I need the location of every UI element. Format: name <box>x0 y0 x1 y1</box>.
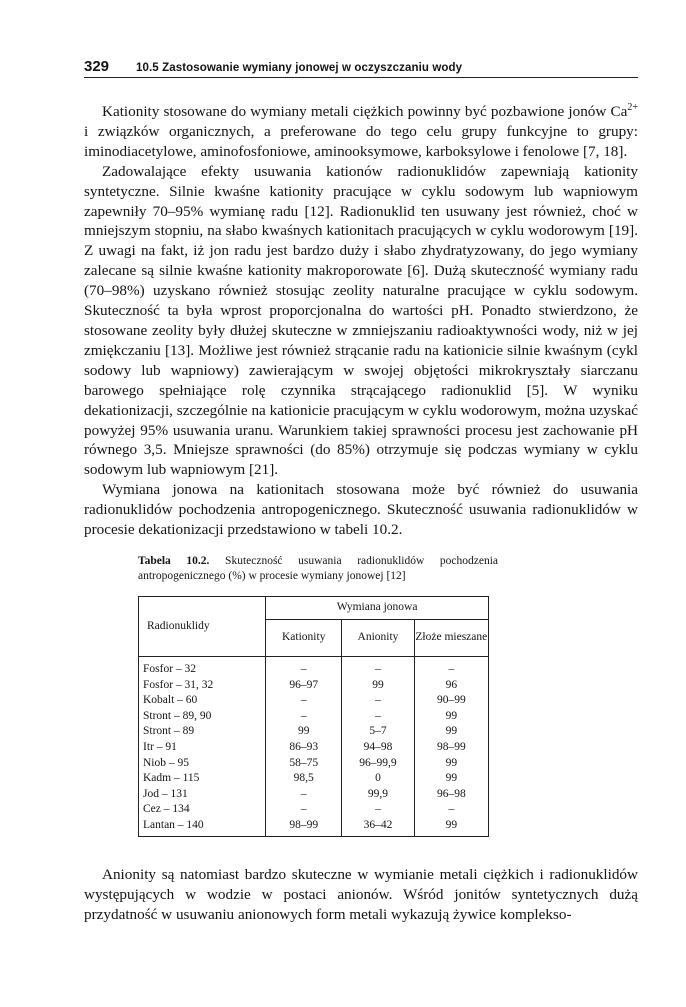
cell-radionuclide: Stront – 89 <box>139 724 266 740</box>
table-row <box>139 740 489 756</box>
running-header <box>84 58 638 78</box>
superscript-charge: 2+ <box>627 101 638 113</box>
table-row <box>139 693 489 709</box>
table-row <box>139 787 489 803</box>
cell-radionuclide: Kobalt – 60 <box>139 693 266 709</box>
table-caption <box>138 554 498 584</box>
cell-cation: – <box>266 802 342 818</box>
cell-anion: 36–42 <box>342 818 414 837</box>
header-cation-exchangers: Kationity <box>266 619 342 656</box>
cell-cation: 86–93 <box>266 740 342 756</box>
cell-cation: 98–99 <box>266 818 342 837</box>
cell-anion: 0 <box>342 771 414 787</box>
cell-cation: 99 <box>266 724 342 740</box>
cell-mixed: 96–98 <box>414 787 488 803</box>
cell-mixed: 90–99 <box>414 693 488 709</box>
header-anion-exchangers: Anionity <box>342 619 414 656</box>
header-mixed-bed: Złoże mieszane <box>414 619 488 656</box>
table-row <box>139 771 489 787</box>
cell-mixed: 96 <box>414 678 488 694</box>
cell-mixed: 99 <box>414 756 488 772</box>
table-caption-text: Skuteczność usuwania radionuklidów pochodzenia antropogenicznego (%) w procesie wymiany jonowej [12] <box>138 554 499 582</box>
cell-mixed: 99 <box>414 771 488 787</box>
cell-radionuclide: Jod – 131 <box>139 787 266 803</box>
cell-mixed: 99 <box>414 818 488 837</box>
table-row <box>139 709 489 725</box>
table-row <box>139 678 489 694</box>
cell-anion: 94–98 <box>342 740 414 756</box>
cell-mixed: 99 <box>414 724 488 740</box>
paragraph-text: Kationity stosowane do wymiany metali ciężkich powinny być pozbawione jonów Ca <box>102 103 628 120</box>
table-row <box>139 802 489 818</box>
cell-anion: – <box>342 709 414 725</box>
cell-mixed: 99 <box>414 709 488 725</box>
cell-radionuclide: Lantan – 140 <box>139 818 266 837</box>
cell-radionuclide: Cez – 134 <box>139 802 266 818</box>
table-row <box>139 756 489 772</box>
cell-anion: 5–7 <box>342 724 414 740</box>
table-row <box>139 656 489 677</box>
radionuclide-table <box>138 596 489 838</box>
cell-cation: 96–97 <box>266 678 342 694</box>
cell-anion: 96–99,9 <box>342 756 414 772</box>
paragraph-text: i związków organicznych, a preferowane do tego celu grupy funkcyjne to grupy: iminodiacetylowe, aminofosfoniowe, aminooksymowe, karboksylowe i fenolowe [7, 18]. <box>84 122 638 160</box>
cell-anion: – <box>342 693 414 709</box>
paragraph-anthropogenic: Wymiana jonowa na kationitach stosowana może być również do usuwania radionuklidów pochodzenia antropogenicznego. Skuteczność usuwania radionuklidów w procesie dekationizacji przedstawiono w tabeli 10.2. <box>84 481 638 539</box>
paragraph-radionuclides: Zadowalające efekty usuwania kationów radionuklidów zapewniają kationity syntetyczne. Silnie kwaśne kationity pracujące w cyklu sodowym lub wapniowym zapewniły 70–95% wymianę radu [12]. Radionuklid ten usuwany jest również, choć w mniejszym stopniu, na słabo kwaśnych kationitach pracujących w cyklu wodorowym [19]. Z uwagi na fakt, iż jon radu jest bardzo duży i słabo zhydratyzowany, do jego wymiany zalecane są silnie kwaśne kationity makroporowate [6]. Dużą skuteczność wymiany radu (70–98%) uzyskano również stosując zeolity naturalne pracujące w cyklu sodowym. Skuteczność ta była wprost proporcjonalna do wartości pH. Ponadto stwierdzono, że stosowane zeolity były dłużej skuteczne w zmniejszaniu radioaktywności wody, niż w jej zmiękczaniu [13]. Możliwe jest również strącanie radu na kationicie silnie kwaśnym (cykl sodowy lub wapniowy) zawierającym w swojej objętości mikrokryształy siarczanu barowego spełniające rolę czynnika strącającego radionuklid [5]. W wyniku dekationizacji, szczególnie na kationicie pracującym w cyklu wodorowym, można uzyskać powyżej 95% usuwania uranu. Warunkiem takiej sprawności procesu jest zachowanie pH równego 3,5. Mniejsze sprawności (do 85%) otrzymuje się podczas wymiany w cyklu sodowym lub wapniowym [21]. <box>84 162 638 479</box>
table-row <box>139 724 489 740</box>
cell-mixed: – <box>414 656 488 677</box>
cell-anion: 99,9 <box>342 787 414 803</box>
document-page <box>84 58 638 925</box>
page-number: 329 <box>84 58 110 75</box>
paragraph-cation-exchangers <box>84 102 638 162</box>
cell-radionuclide: Itr – 91 <box>139 740 266 756</box>
cell-anion: – <box>342 656 414 677</box>
cell-radionuclide: Kadm – 115 <box>139 771 266 787</box>
cell-anion: 99 <box>342 678 414 694</box>
cell-cation: 98,5 <box>266 771 342 787</box>
cell-mixed: – <box>414 802 488 818</box>
cell-cation: – <box>266 656 342 677</box>
cell-radionuclide: Niob – 95 <box>139 756 266 772</box>
cell-mixed: 98–99 <box>414 740 488 756</box>
cell-radionuclide: Fosfor – 31, 32 <box>139 678 266 694</box>
cell-anion: – <box>342 802 414 818</box>
table-row <box>139 818 489 837</box>
cell-radionuclide: Stront – 89, 90 <box>139 709 266 725</box>
header-radionuclides: Radionuklidy <box>139 596 266 656</box>
running-title: 10.5 Zastosowanie wymiany jonowej w oczyszczaniu wody <box>136 62 463 74</box>
header-ion-exchange: Wymiana jonowa <box>266 596 489 619</box>
cell-cation: – <box>266 787 342 803</box>
cell-cation: – <box>266 709 342 725</box>
paragraph-anion-exchangers: Anionity są natomiast bardzo skuteczne w wymianie metali ciężkich i radionuklidów występujących w wodzie w postaci anionów. Wśród jonitów syntetycznych dużą przydatność w usuwaniu anionowych form metali wykazują żywice komplekso- <box>84 866 638 924</box>
cell-cation: 58–75 <box>266 756 342 772</box>
cell-radionuclide: Fosfor – 32 <box>139 656 266 677</box>
table-caption-label: Tabela 10.2. <box>138 554 210 567</box>
cell-cation: – <box>266 693 342 709</box>
